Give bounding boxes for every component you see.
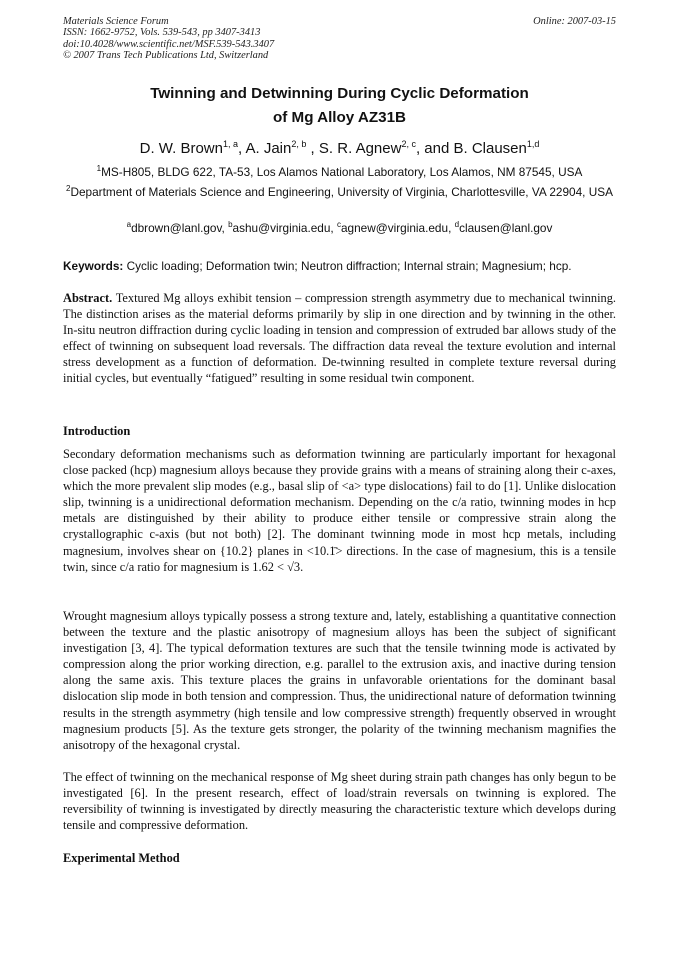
email-address[interactable]: dbrown@lanl.gov [131, 221, 222, 235]
author-name: A. Jain [245, 140, 292, 157]
email-marker: a [126, 220, 132, 230]
email-address[interactable]: clausen@lanl.gov [459, 221, 553, 235]
email-address[interactable]: agnew@virginia.edu [340, 221, 449, 235]
journal-header [63, 16, 616, 62]
author-name: D. W. Brown [139, 140, 223, 157]
affiliation-1 [63, 165, 616, 180]
abstract [63, 290, 616, 387]
abstract-text: Textured Mg alloys exhibit tension – compression strength asymmetry due to mechanical twinning. The distinction arises as the material deforms primarily by slip in one direction and by twinning in the other. In-situ neutron diffraction during cyclic loading in tension and compression of extruded bar allows study of the effect of twinning on subsequent load reversals. The diffraction data reveal the texture evolution and internal stress development as a function of deformation. De-twinning resulted in complete texture reversal during initial cycles, but eventually “fatigued” resulting in some residual twin component. [63, 291, 616, 386]
introduction-paragraph-3: The effect of twinning on the mechanical response of Mg sheet during strain path changes has only begun to be investigated [6]. In the present research, effect of load/strain reversals on twinning is explored. The reversibility of twinning is investigated by directly measuring the characteristic texture which develops during tensile and compressive deformation. [63, 770, 616, 833]
keywords-label: Keywords: [63, 259, 124, 273]
journal-name: Materials Science Forum [63, 16, 169, 27]
author-separator: , [306, 140, 319, 157]
introduction-paragraph-2: Wrought magnesium alloys typically possess a strong texture and, lately, establishing a quantitative connection between the texture and the plastic anisotropy of magnesium alloys has been the subject of significant investigation [3, 4]. The typical deformation textures are such that the tensile twinning mode is activated by compression along the prior working direction, e.g. parallel to the extrusion axis, and inactive during tension along the same axis. This texture places the grains in unfavorable orientations for the dominant basal dislocation slip mode in both tension and compression. Thus, the unidirectional nature of deformation twinning results in the strength asymmetry (high tensile and low compressive strength) frequently observed in wrought magnesium products [5]. As the texture gets stronger, the polarity of the twinning mechanism magnifies the anisotropy of the hexagonal crystal. [63, 609, 616, 752]
email-list [63, 221, 616, 236]
title-line-1: Twinning and Detwinning During Cyclic Deformation [150, 85, 529, 102]
title-line-2: of Mg Alloy AZ31B [272, 109, 407, 126]
author-name: B. Clausen [453, 140, 527, 157]
email-marker: b [228, 220, 233, 230]
author-separator: , [237, 140, 246, 157]
author-affiliation-marker: 1,d [526, 139, 540, 149]
email-separator: , [330, 221, 337, 235]
affiliation-2-marker: 2 [66, 184, 71, 194]
doi-line[interactable]: doi:10.4028/www.scientific.net/MSF.539-543.3407 [63, 38, 275, 50]
paper-title [63, 82, 616, 130]
keywords-text: Cyclic loading; Deformation twin; Neutron diffraction; Internal strain; Magnesium; hcp. [123, 259, 572, 273]
keywords [63, 259, 616, 274]
email-marker: c [336, 220, 341, 230]
affiliation-2-text: Department of Materials Science and Engineering, University of Virginia, Charlottesville, VA 22904, USA [70, 185, 613, 199]
copyright-line: © 2007 Trans Tech Publications Ltd, Switzerland [63, 50, 269, 62]
author-name: S. R. Agnew [318, 140, 402, 157]
email-separator: , [221, 221, 229, 235]
section-heading-introduction: Introduction [63, 424, 131, 438]
affiliation-1-text: MS-H805, BLDG 622, TA-53, Los Alamos National Laboratory, Los Alamos, NM 87545, USA [101, 165, 583, 179]
issn-line: ISSN: 1662-9752, Vols. 539-543, pp 3407-3413 [63, 27, 261, 39]
email-address[interactable]: ashu@virginia.edu [232, 221, 331, 235]
affiliation-1-marker: 1 [96, 164, 102, 174]
email-separator: , [448, 221, 455, 235]
author-separator: , and [415, 140, 454, 157]
abstract-label: Abstract. [63, 291, 113, 305]
online-date: Online: 2007-03-15 [533, 16, 616, 27]
author-affiliation-marker: 1, a [222, 139, 238, 149]
author-affiliation-marker: 2, c [401, 139, 416, 149]
author-list [63, 139, 616, 159]
author-affiliation-marker: 2, b [291, 139, 307, 149]
section-heading-experimental-method: Experimental Method [63, 851, 180, 865]
affiliation-2 [63, 185, 616, 200]
introduction-paragraph-1: Secondary deformation mechanisms such as deformation twinning are particularly important for hexagonal close packed (hcp) magnesium alloys because they provide grains with a means of straining along their c-axes, which the more prevalent slip modes (e.g., basal slip of <a> type dislocations) fail to do [1]. Unlike dislocation slip, twinning is a unidirectional deformation mechanism. Depending on the c/a ratio, twinning modes in hcp metals are distinguished by their ability to produce either tensile or compressive strain along the crystallographic c-axis (but not both) [2]. The dominant twinning mode in most hcp metals, including magnesium, involves shear on {10.2} planes in <10.1̄> directions. In the case of magnesium, this is a tensile twin, since c/a ratio for magnesium is 1.62 < √3. [63, 447, 616, 574]
email-marker: d [454, 220, 460, 230]
